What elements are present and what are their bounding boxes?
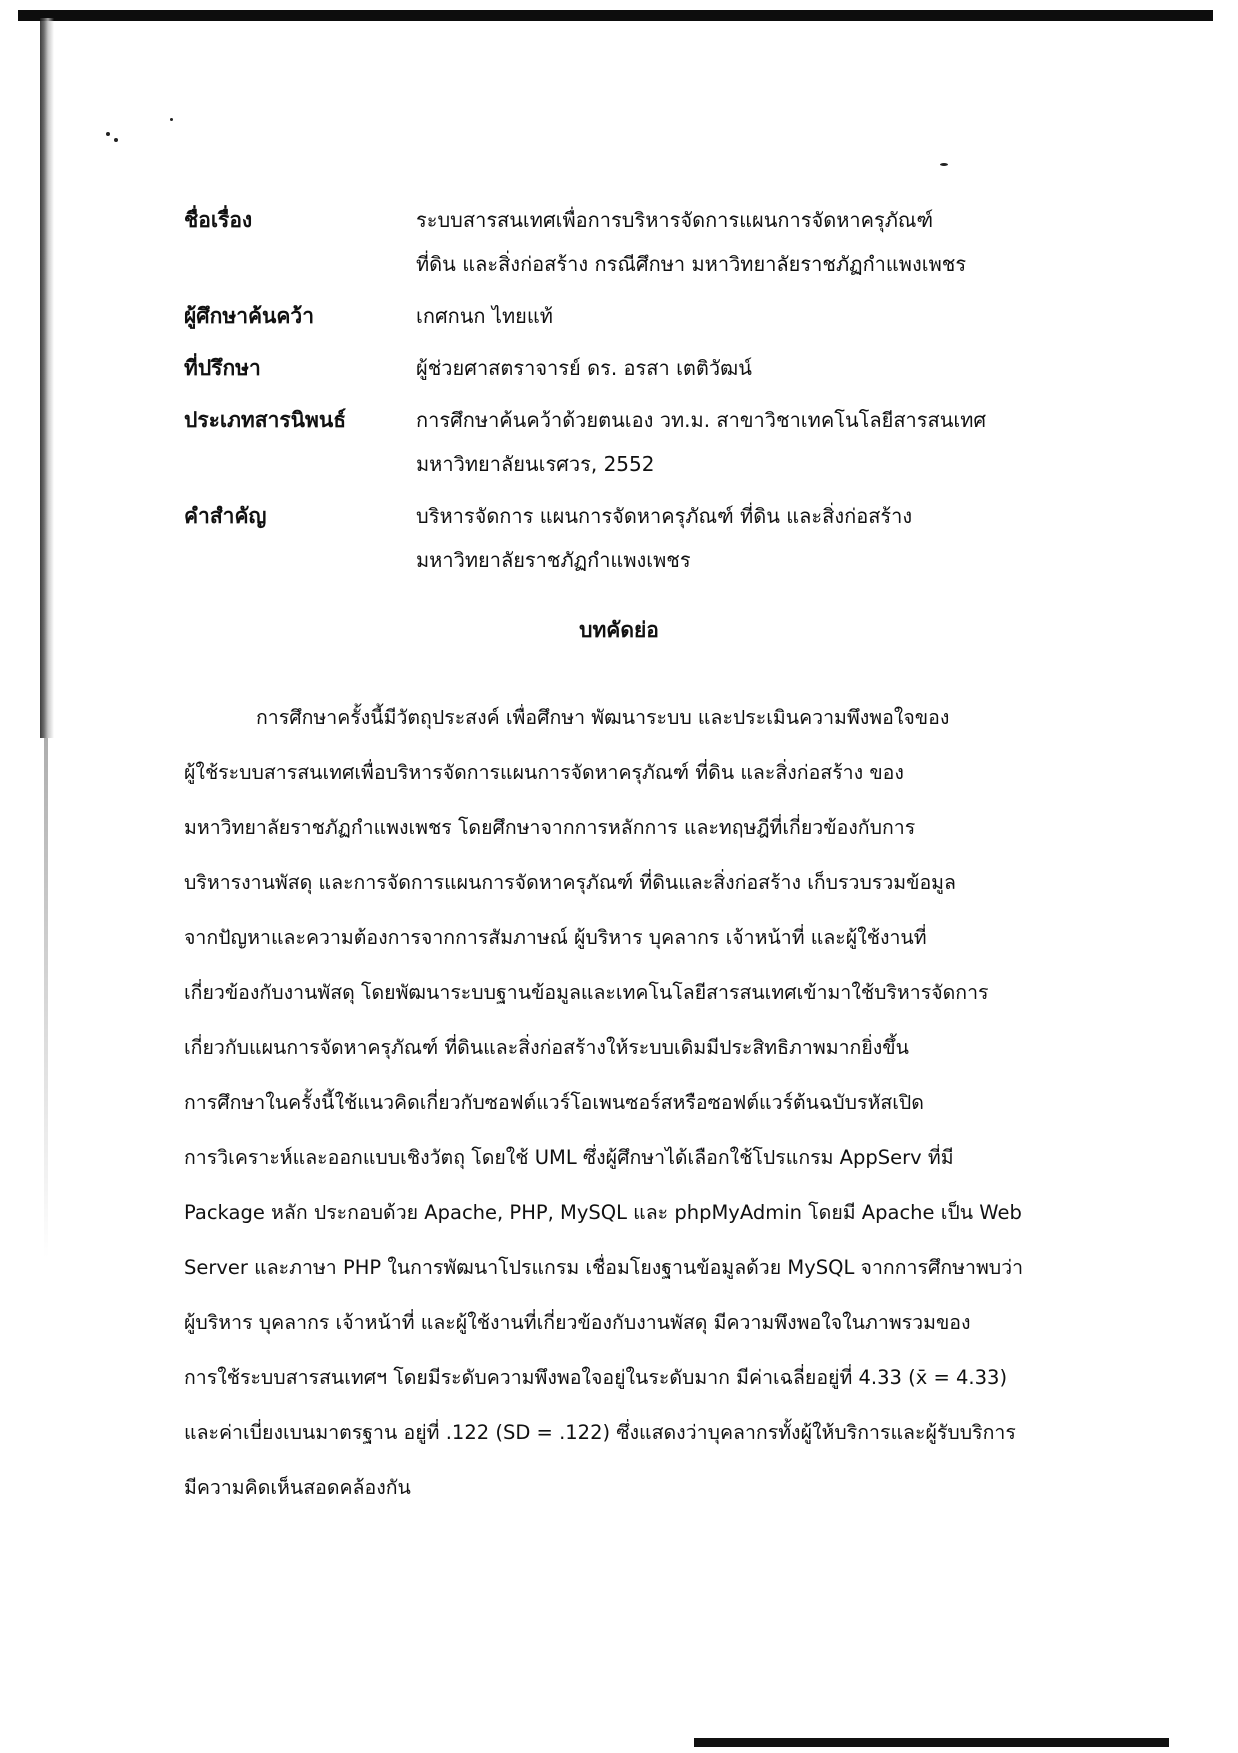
thesis-info-table [184,198,1084,590]
info-value-line: เกศกนก ไทยแท้ [416,304,553,328]
info-values [416,346,1084,390]
info-value-line: บริหารจัดการ แผนการจัดหาครุภัณฑ์ ที่ดิน และสิ่งก่อสร้าง [416,504,913,528]
abstract-line: ผู้บริหาร บุคลากร เจ้าหน้าที่ และผู้ใช้งานที่เกี่ยวข้องกับงานพัสดุ มีความพึงพอใจในภาพรวมของ [184,1311,971,1334]
scan-bottom-line [694,1738,1169,1747]
info-values [416,198,1084,286]
info-value-line: การศึกษาค้นคว้าด้วยตนเอง วท.ม. สาขาวิชาเทคโนโลยีสารสนเทศ [416,408,987,432]
abstract-line: Server และภาษา PHP ในการพัฒนาโปรแกรม เชื่อมโยงฐานข้อมูลด้วย MySQL จากการศึกษาพบว่า [184,1256,1024,1279]
abstract-line: การศึกษาครั้งนี้มีวัตถุประสงค์ เพื่อศึกษา พัฒนาระบบ และประเมินความพึงพอใจของ [256,706,950,729]
abstract-line: มีความคิดเห็นสอดคล้องกัน [184,1476,411,1499]
scan-top-border [18,10,1213,21]
info-label: ผู้ศึกษาค้นคว้า [184,304,315,328]
info-value-line: ที่ดิน และสิ่งก่อสร้าง กรณีศึกษา มหาวิทยาลัยราชภัฏกำแพงเพชร [416,252,967,276]
info-values [416,294,1084,338]
info-row-author [184,294,1084,338]
info-label: ประเภทสารนิพนธ์ [184,408,347,432]
abstract-title: บทคัดย่อ [579,618,659,642]
abstract-line: การใช้ระบบสารสนเทศฯ โดยมีระดับความพึงพอใจอยู่ในระดับมาก มีค่าเฉลี่ยอยู่ที่ 4.33 (x̄ = 4.33) [184,1366,1008,1389]
info-label: คำสำคัญ [184,504,267,528]
info-row-advisor [184,346,1084,390]
scan-speck [940,163,948,166]
abstract-line: และค่าเบี่ยงเบนมาตรฐาน อยู่ที่ .122 (SD = .122) ซึ่งแสดงว่าบุคลากรทั้งผู้ให้บริการและผู้รับบริการ [184,1421,1016,1444]
scan-speck [114,138,118,142]
abstract-line: บริหารงานพัสดุ และการจัดการแผนการจัดหาครุภัณฑ์ ที่ดินและสิ่งก่อสร้าง เก็บรวบรวมข้อมูล [184,871,956,894]
scan-speck [106,132,110,136]
info-value-line: ผู้ช่วยศาสตราจารย์ ดร. อรสา เตติวัฒน์ [416,356,752,380]
abstract-line: จากปัญหาและความต้องการจากการสัมภาษณ์ ผู้บริหาร บุคลากร เจ้าหน้าที่ และผู้ใช้งานที่ [184,926,927,949]
info-label: ชื่อเรื่อง [184,208,253,232]
info-row-type [184,398,1084,486]
abstract-line: มหาวิทยาลัยราชภัฏกำแพงเพชร โดยศึกษาจากการหลักการ และทฤษฎีที่เกี่ยวข้องกับการ [184,816,916,839]
abstract-line: Package หลัก ประกอบด้วย Apache, PHP, MySQL และ phpMyAdmin โดยมี Apache เป็น Web [184,1201,1022,1224]
abstract-line: เกี่ยวข้องกับงานพัสดุ โดยพัฒนาระบบฐานข้อมูลและเทคโนโลยีสารสนเทศเข้ามาใช้บริหารจัดการ [184,981,989,1004]
info-value-line: มหาวิทยาลัยราชภัฏกำแพงเพชร [416,548,691,572]
info-value-line: มหาวิทยาลัยนเรศวร, 2552 [416,452,655,476]
abstract-line: เกี่ยวกับแผนการจัดหาครุภัณฑ์ ที่ดินและสิ่งก่อสร้างให้ระบบเดิมมีประสิทธิภาพมากยิ่งขึ้น [184,1036,909,1059]
info-values [416,494,1084,582]
abstract-body [184,690,1054,1515]
abstract-line: การวิเคราะห์และออกแบบเชิงวัตถุ โดยใช้ UML ซึ่งผู้ศึกษาได้เลือกใช้โปรแกรม AppServ ที่มี [184,1146,954,1169]
abstract-line: ผู้ใช้ระบบสารสนเทศเพื่อบริหารจัดการแผนการจัดหาครุภัณฑ์ ที่ดิน และสิ่งก่อสร้าง ของ [184,761,904,784]
info-value-line: ระบบสารสนเทศเพื่อการบริหารจัดการแผนการจัดหาครุภัณฑ์ [416,208,934,232]
info-values [416,398,1084,486]
info-row-title [184,198,1084,286]
info-row-keywords [184,494,1084,582]
scan-speck [170,118,173,121]
abstract-line: การศึกษาในครั้งนี้ใช้แนวคิดเกี่ยวกับซอฟต์แวร์โอเพนซอร์สหรือซอฟต์แวร์ต้นฉบับรหัสเปิด [184,1091,924,1114]
info-label: ที่ปรึกษา [184,356,261,380]
scan-left-edge-shadow [44,738,48,1258]
